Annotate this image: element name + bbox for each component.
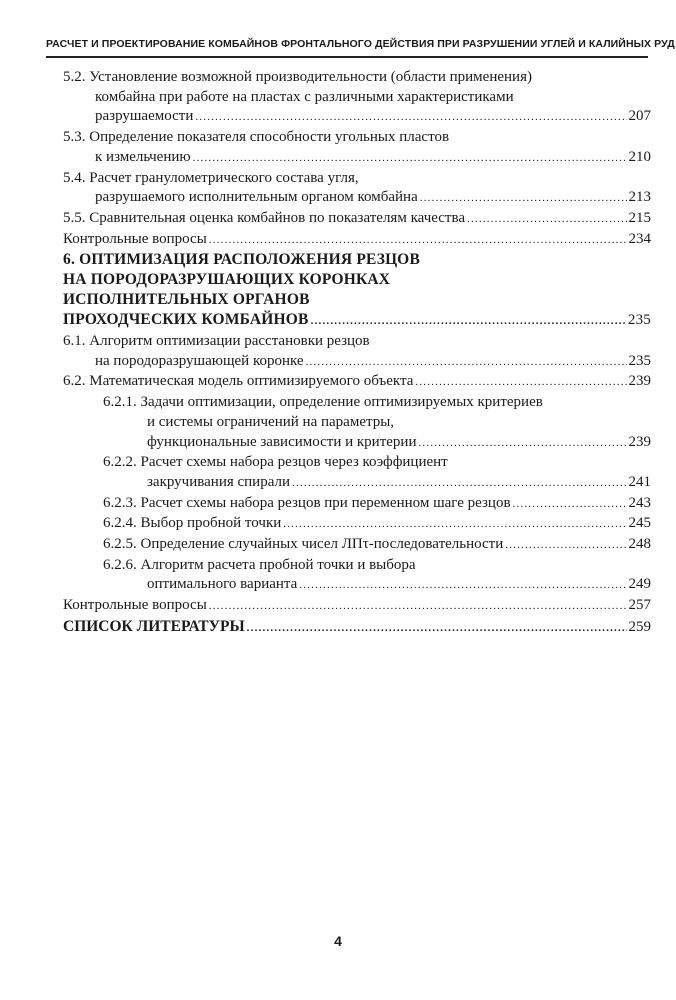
- toc-entry: [63, 250, 651, 332]
- toc-entry: [63, 332, 651, 372]
- toc-entry-last-line: [103, 575, 651, 596]
- toc-entry-last-line: [63, 596, 651, 617]
- dot-leader: [193, 149, 627, 169]
- toc-entry-last-line: [63, 310, 651, 332]
- toc-page-number: 241: [628, 473, 651, 490]
- toc-entry-line: 6. ОПТИМИЗАЦИЯ РАСПОЛОЖЕНИЯ РЕЗЦОВ: [63, 251, 420, 269]
- toc-entry: [63, 393, 651, 453]
- running-header: РАСЧЕТ И ПРОЕКТИРОВАНИЕ КОМБАЙНОВ ФРОНТАЛЬНОГО ДЕЙСТВИЯ ПРИ РАЗРУШЕНИИ УГЛЕЙ И КАЛИЙНЫХ РУД: [46, 38, 675, 50]
- toc-page-number: 259: [628, 618, 651, 635]
- toc-entry-line: и системы ограничений на параметры,: [147, 413, 395, 430]
- toc-entry: [63, 209, 651, 230]
- toc-entry-title: на породоразрушающей коронке: [95, 352, 304, 369]
- toc-entry-line: 6.1. Алгоритм оптимизации расстановки резцов: [63, 333, 370, 350]
- toc-page-number: 235: [628, 352, 651, 369]
- toc-entry-last-line: [103, 494, 651, 515]
- dot-leader: [420, 189, 627, 209]
- toc-entry-line: НА ПОРОДОРАЗРУШАЮЩИХ КОРОНКАХ: [63, 271, 391, 289]
- toc-page-number: 234: [628, 230, 651, 247]
- toc-page-number: 239: [628, 433, 651, 450]
- toc-entry-last-line: [63, 352, 651, 373]
- toc-entry-line: 5.3. Определение показателя способности угольных пластов: [63, 129, 450, 146]
- toc-entry-last-line: [63, 148, 651, 169]
- dot-leader: [247, 619, 627, 639]
- table-of-contents: [63, 68, 651, 639]
- toc-entry: [63, 230, 651, 251]
- toc-page-number: 245: [628, 515, 651, 532]
- toc-entry-title: 5.5. Сравнительная оценка комбайнов по показателям качества: [63, 209, 466, 226]
- dot-leader: [299, 576, 626, 596]
- toc-page-number: 215: [628, 209, 651, 226]
- toc-page-number: 235: [627, 312, 651, 329]
- toc-entry: [63, 494, 651, 515]
- toc-entry: [63, 372, 651, 393]
- toc-page-number: 210: [628, 148, 651, 165]
- dot-leader: [311, 312, 626, 332]
- dot-leader: [505, 536, 626, 556]
- toc-entry: [63, 128, 651, 168]
- toc-entry-title: оптимального варианта: [147, 576, 298, 593]
- toc-entry-title: Контрольные вопросы: [63, 230, 207, 247]
- dot-leader: [283, 515, 626, 535]
- toc-entry-last-line: [103, 514, 651, 535]
- toc-entry: [63, 514, 651, 535]
- toc-entry-title: к измельчению: [95, 148, 191, 165]
- toc-entry-title: 6.2.5. Определение случайных чисел ЛПτ-последовательности: [103, 536, 504, 553]
- toc-entry: [63, 453, 651, 493]
- dot-leader: [418, 434, 626, 454]
- toc-entry: [63, 535, 651, 556]
- toc-page-number: 257: [628, 597, 651, 614]
- toc-entry-line: комбайна при работе на пластах с различными характеристиками: [95, 88, 514, 105]
- page-number: 4: [334, 933, 342, 949]
- header-rule: [46, 56, 648, 58]
- toc-page-number: 207: [628, 108, 651, 125]
- dot-leader: [292, 474, 626, 494]
- toc-entry-last-line: [63, 230, 651, 251]
- toc-entry-title: СПИСОК ЛИТЕРАТУРЫ: [63, 617, 245, 635]
- toc-entry-last-line: [63, 188, 651, 209]
- dot-leader: [195, 108, 626, 128]
- toc-entry-title: ПРОХОДЧЕСКИХ КОМБАЙНОВ: [63, 311, 309, 329]
- toc-entry-last-line: [63, 209, 651, 230]
- dot-leader: [467, 210, 626, 230]
- toc-entry-title: разрушаемого исполнительным органом комбайна: [95, 189, 418, 206]
- dot-leader: [513, 495, 627, 515]
- toc-page-number: 249: [628, 576, 651, 593]
- toc-entry: [63, 617, 651, 639]
- dot-leader: [306, 353, 627, 373]
- toc-entry-last-line: [103, 433, 651, 454]
- toc-entry: [63, 556, 651, 596]
- toc-entry-last-line: [103, 535, 651, 556]
- toc-entry-line: ИСПОЛНИТЕЛЬНЫХ ОРГАНОВ: [63, 291, 310, 309]
- toc-entry-line: 5.2. Установление возможной производительности (области применения): [63, 69, 532, 85]
- toc-page-number: 213: [628, 189, 651, 206]
- toc-entry-last-line: [63, 617, 651, 639]
- toc-entry-title: функциональные зависимости и критерии: [147, 433, 417, 450]
- toc-page-number: 248: [628, 536, 651, 553]
- toc-entry-title: 6.2.4. Выбор пробной точки: [103, 515, 282, 532]
- toc-entry-title: 6.2. Математическая модель оптимизируемого объекта: [63, 373, 414, 390]
- toc-entry: [63, 596, 651, 617]
- toc-page-number: 239: [628, 373, 651, 390]
- toc-entry-last-line: [63, 107, 651, 128]
- dot-leader: [415, 373, 626, 393]
- toc-entry-line: 6.2.6. Алгоритм расчета пробной точки и выбора: [103, 556, 416, 573]
- toc-entry-line: 6.2.2. Расчет схемы набора резцов через коэффициент: [103, 454, 448, 471]
- toc-entry-title: Контрольные вопросы: [63, 597, 207, 614]
- toc-page-number: 243: [628, 494, 651, 511]
- toc-entry-last-line: [103, 473, 651, 494]
- toc-entry-title: закручивания спирали: [147, 473, 291, 490]
- toc-entry-line: 5.4. Расчет гранулометрического состава угля,: [63, 169, 359, 186]
- toc-entry-last-line: [63, 372, 651, 393]
- toc-entry: [63, 169, 651, 209]
- dot-leader: [209, 597, 627, 617]
- toc-entry-line: 6.2.1. Задачи оптимизации, определение оптимизируемых критериев: [103, 394, 543, 411]
- dot-leader: [209, 231, 627, 251]
- toc-entry-title: разрушаемости: [95, 108, 194, 125]
- toc-entry-title: 6.2.3. Расчет схемы набора резцов при переменном шаге резцов: [103, 494, 511, 511]
- toc-entry: [63, 68, 651, 128]
